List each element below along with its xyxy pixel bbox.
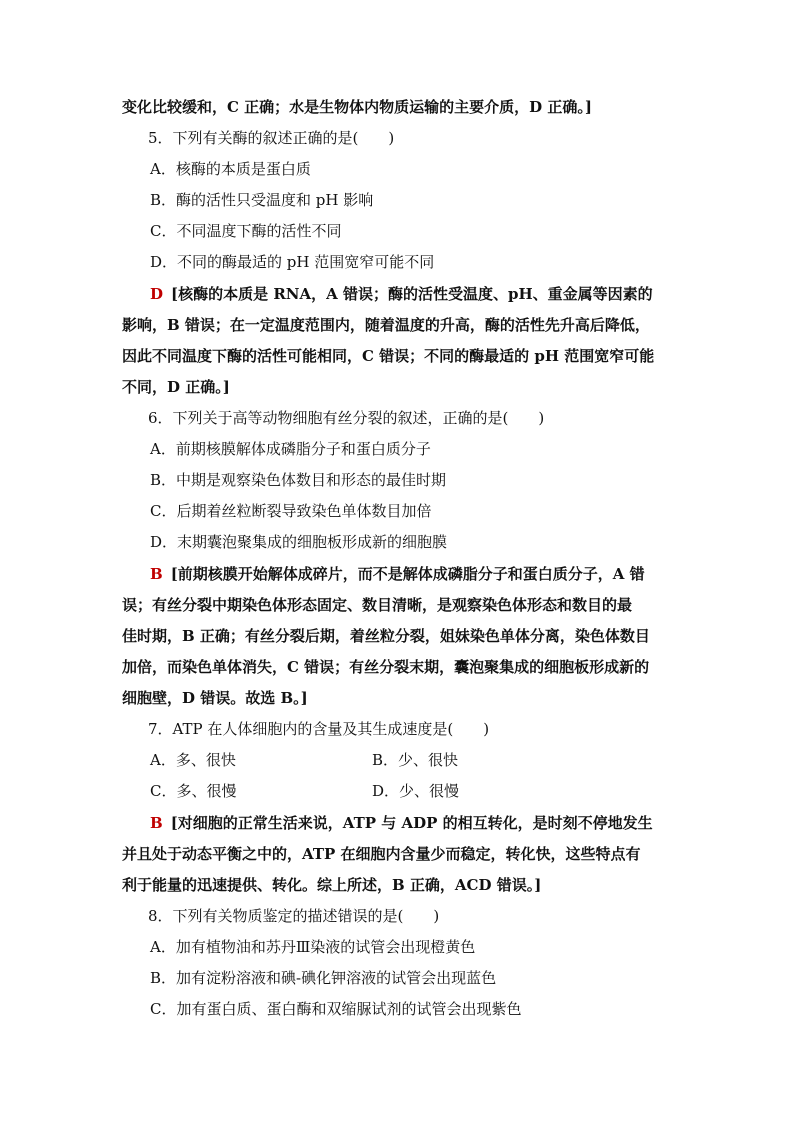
q7-explanation-2: 并且处于动态平衡之中的，ATP 在细胞内含量少而稳定，转化快，这些特点有 xyxy=(122,845,641,863)
q6-answer-line xyxy=(150,563,645,585)
q6-explanation-1: [前期核膜开始解体成碎片，而不是解体成磷脂分子和蛋白质分子，A 错 xyxy=(170,565,645,583)
q5-answer-letter: D xyxy=(150,285,164,303)
q7-explanation-3: 利于能量的迅速提供、转化。综上所述，B 正确，ACD 错误。] xyxy=(122,876,542,894)
q5-answer-line xyxy=(150,283,653,305)
q5-explanation-4: 不同，D 正确。] xyxy=(122,378,230,396)
q6-explanation-3: 佳时期，B 正确；有丝分裂后期，着丝粒分裂，姐妹染色单体分离，染色体数目 xyxy=(122,627,650,645)
q6-option-d: D．末期囊泡聚集成的细胞板形成新的细胞膜 xyxy=(150,533,448,551)
q8-option-a: A．加有植物油和苏丹Ⅲ染液的试管会出现橙黄色 xyxy=(150,938,476,956)
q7-answer-line xyxy=(150,812,653,834)
q7-stem: 7．ATP 在人体细胞内的含量及其生成速度是( ) xyxy=(148,720,490,738)
q5-option-b: B．酶的活性只受温度和 pH 影响 xyxy=(150,191,374,209)
q6-explanation-4: 加倍，而染色单体消失，C 错误；有丝分裂末期，囊泡聚集成的细胞板形成新的 xyxy=(122,658,650,676)
q7-options-row-1 xyxy=(150,749,710,771)
q6-option-a: A．前期核膜解体成磷脂分子和蛋白质分子 xyxy=(150,440,431,458)
q6-option-b: B．中期是观察染色体数目和形态的最佳时期 xyxy=(150,471,447,489)
q5-explanation-3: 因此不同温度下酶的活性可能相同，C 错误；不同的酶最适的 pH 范围宽窄可能 xyxy=(122,347,655,365)
q7-options-row-2 xyxy=(150,780,710,802)
q7-option-d: D．少、很慢 xyxy=(372,782,460,800)
q5-stem: 5．下列有关酶的叙述正确的是( ) xyxy=(148,129,395,147)
q6-stem: 6．下列关于高等动物细胞有丝分裂的叙述，正确的是( ) xyxy=(148,409,545,427)
q7-option-b: B．少、很快 xyxy=(372,751,459,769)
q6-explanation-5: 细胞壁，D 错误。故选 B。] xyxy=(122,689,308,707)
q7-answer-letter: B xyxy=(150,814,163,832)
q6-answer-letter: B xyxy=(150,565,163,583)
q7-explanation-1: [对细胞的正常生活来说，ATP 与 ADP 的相互转化，是时刻不停地发生 xyxy=(170,814,653,832)
q8-stem: 8．下列有关物质鉴定的描述错误的是( ) xyxy=(148,907,440,925)
q6-option-c: C．后期着丝粒断裂导致染色单体数目加倍 xyxy=(150,502,432,520)
q6-explanation-2: 误；有丝分裂中期染色体形态固定、数目清晰，是观察染色体形态和数目的最 xyxy=(122,596,633,614)
q7-option-a: A．多、很快 xyxy=(150,751,236,769)
q8-option-c: C．加有蛋白质、蛋白酶和双缩脲试剂的试管会出现紫色 xyxy=(150,1000,522,1018)
q5-explanation-1: [核酶的本质是 RNA，A 错误；酶的活性受温度、pH、重金属等因素的 xyxy=(171,285,653,303)
q7-option-c: C．多、很慢 xyxy=(150,782,237,800)
q5-option-a: A．核酶的本质是蛋白质 xyxy=(150,160,311,178)
q5-explanation-2: 影响，B 错误；在一定温度范围内，随着温度的升高，酶的活性先升高后降低， xyxy=(122,316,650,334)
q5-option-c: C．不同温度下酶的活性不同 xyxy=(150,222,342,240)
q5-option-d: D．不同的酶最适的 pH 范围宽窄可能不同 xyxy=(150,253,435,271)
q4-explanation-tail: 变化比较缓和，C 正确；水是生物体内物质运输的主要介质，D 正确。] xyxy=(122,98,592,116)
q8-option-b: B．加有淀粉溶液和碘-碘化钾溶液的试管会出现蓝色 xyxy=(150,969,497,987)
